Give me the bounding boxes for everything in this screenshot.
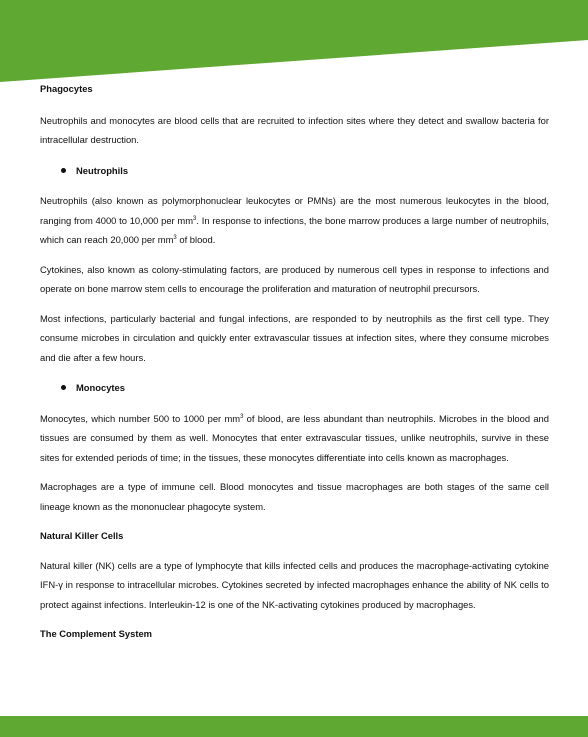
bullet-dot-icon (61, 168, 66, 173)
neutrophils-p1-text-c: of blood. (176, 234, 216, 245)
section-heading-phagocytes: Phagocytes (40, 83, 93, 94)
monocytes-p1-sup: 3 (240, 413, 244, 420)
neutrophils-p1-sup-b: 3 (173, 234, 177, 241)
header-band-shape (0, 0, 588, 82)
phagocytes-intro-paragraph: Neutrophils and monocytes are blood cells that are recruited to infection sites where they detect and swallow bacteria for intracellular destruction. (40, 114, 549, 145)
document-body (40, 78, 549, 644)
neutrophils-paragraph-2: Cytokines, also known as colony-stimulating factors, are produced by numerous cell types in response to infections and operate on bone marrow stem cells to encourage the proliferation and maturation of neutrophil precursors. (40, 263, 549, 294)
bullet-monocytes-label: Monocytes (76, 382, 125, 393)
neutrophils-paragraph-3: Most infections, particularly bacterial and fungal infections, are responded to by neutrophils as the first cell type. They consume microbes in circulation and quickly enter extravascular tissues at infection sites, where they consume microbes and die after a few hours. (40, 312, 549, 363)
bullet-dot-icon (61, 385, 66, 390)
bullet-neutrophils-label: Neutrophils (76, 164, 129, 176)
neutrophils-p1-text-b: . In response to infections, the bone marrow produces a large number of neutrophils, which can reach 20,000 per mm (40, 214, 549, 245)
monocytes-paragraph-1 (40, 409, 549, 468)
footer-green-band (0, 716, 588, 737)
bullet-monocytes (40, 378, 549, 398)
monocytes-paragraph-2: Macrophages are a type of immune cell. Blood monocytes and tissue macrophages are both stages of the same cell lineage known as the mononuclear phagocyte system. (40, 481, 549, 512)
monocytes-p1-text-b: of blood, are less abundant than neutrophils. Microbes in the blood and tissues are consumed by them as well. Monocytes that enter extravascular tissues, unlike neutrophils, survive in these sites for extended periods of time; in the tissues, these monocytes differentiate into cells known as macrophages. (40, 412, 549, 463)
nk-cells-paragraph: Natural killer (NK) cells are a type of lymphocyte that kills infected cells and produces the macrophage-activating cytokine IFN-γ in response to intracellular microbes. Cytokines secreted by infected macrophages enhance the ability of NK cells to protect against infections. Interleukin-12 is one of the NK-activating cytokines produced by macrophages. (40, 559, 549, 610)
section-heading-nk-cells: Natural Killer Cells (40, 530, 124, 541)
monocytes-p1-text-a: Monocytes, which number 500 to 1000 per mm (40, 412, 241, 424)
header-green-band (0, 0, 588, 82)
neutrophils-p1-text-a: Neutrophils (also known as polymorphonuclear leukocytes or PMNs) are the most numerous leukocytes in the blood, ranging from 4000 to 10,000 per mm (40, 195, 549, 226)
bullet-neutrophils (40, 161, 549, 181)
section-heading-complement-system: The Complement System (40, 628, 153, 639)
neutrophils-paragraph-1 (40, 191, 549, 250)
neutrophils-p1-sup-a: 3 (193, 215, 197, 222)
